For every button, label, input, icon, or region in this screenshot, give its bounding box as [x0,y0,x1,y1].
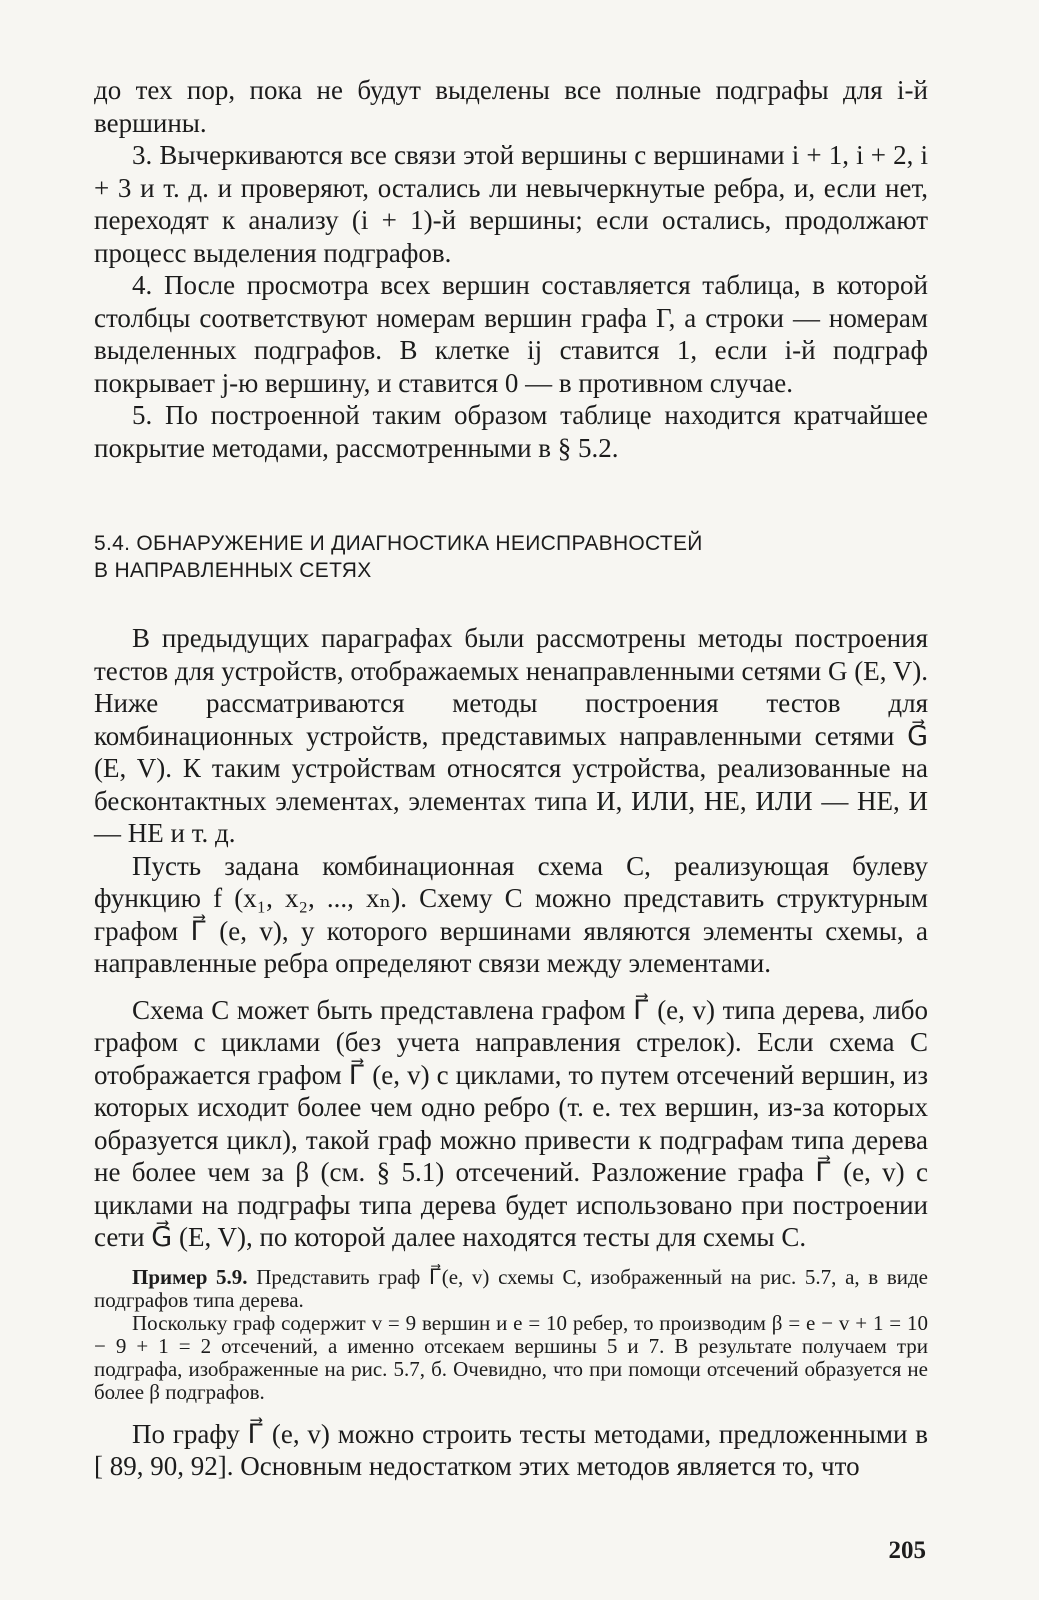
example-solution: Поскольку граф содержит v = 9 вершин и e = 10 ребер, то производим β = e − v + 1 = 10 − 9 + 1 = 2 отсечений, а именно отсекаем вершины 5 и 7. В результате получаем три подграфа, изображенные на рис. 5.7, б. Очевидно, что при помощи отсечений образуется не более β подграфов. [94,1310,928,1404]
paragraph-graph: Схема C может быть представлена графом Г⃗ (e, v) типа дерева, либо графом с циклами (без учета направления стрелок). Если схема C отображается графом Г⃗ (e, v) с циклами, то путем отсечений вершин, из которых исходит более чем одно ребро (т. е. тех вершин, из-за которых образуется цикл), такой граф можно привести к подграфам типа дерева не более чем за β (см. § 5.1) отсечений. Разложение графа Г⃗ (e, v) с циклами на подграфы типа дерева будет использовано при построении сети G⃗ (E, V), по которой далее находятся тесты для схемы C. [94,994,928,1252]
page-content [94,74,928,1483]
paragraph-intro: В предыдущих параграфах были рассмотрены методы построения тестов для устройств, отображаемых ненаправленными сетями G (E, V). Ниже рассматриваются методы построения тестов для комбинационных устройств, представимых направленными сетями G⃗ (E, V). К таким устройствам относятся устройства, реализованные на бесконтактных элементах, элементах типа И, ИЛИ, НЕ, ИЛИ — НЕ, И — НЕ и т. д. [94,623,928,848]
paragraph-step-4: 4. После просмотра всех вершин составляется таблица, в которой столбцы соответствуют номерам вершин графа Г, а строки — номерам выделенных подграфов. В клетке ij ставится 1, если i-й подграф покрывает j-ю вершину, и ставится 0 — в противном случае. [94,270,928,398]
section-heading-line-1: 5.4. ОБНАРУЖЕНИЕ И ДИАГНОСТИКА НЕИСПРАВНОСТЕЙ [94,532,703,555]
paragraph-scheme: Пусть задана комбинационная схема C, реализующая булеву функцию f (x₁, x₂, ..., xₙ). Схему C можно представить структурным графом Г⃗ (e, v), у которого вершинами являются элементы схемы, а направленные ребра определяют связи между элементами. [94,850,928,978]
section-heading [94,530,928,584]
page-number: 205 [888,1537,926,1564]
example-label: Пример 5.9. [132,1264,248,1289]
paragraph-final: По графу Г⃗ (e, v) можно строить тесты методами, предложенными в [ 89, 90, 92]. Основным недостатком этих методов является то, что [94,1418,928,1481]
example-text: Представить граф Г⃗(e, v) схемы C, изображенный на рис. 5.7, а, в виде подграфов типа дерева. [94,1264,929,1312]
paragraph-continuation: до тех пор, пока не будут выделены все полные подграфы для i-й вершины. [94,75,928,138]
paragraph-step-5: 5. По построенной таким образом таблице находится кратчайшее покрытие методами, рассмотренными в § 5.2. [94,400,928,463]
example-paragraph [94,1266,928,1312]
paragraph-step-3: 3. Вычеркиваются все связи этой вершины с вершинами i + 1, i + 2, i + 3 и т. д. и проверяют, остались ли невычеркнутые ребра, и, если нет, переходят к анализу (i + 1)-й вершины; если остались, продолжают процесс выделения подграфов. [94,140,928,268]
section-heading-line-2: В НАПРАВЛЕННЫХ СЕТЯХ [94,559,372,582]
